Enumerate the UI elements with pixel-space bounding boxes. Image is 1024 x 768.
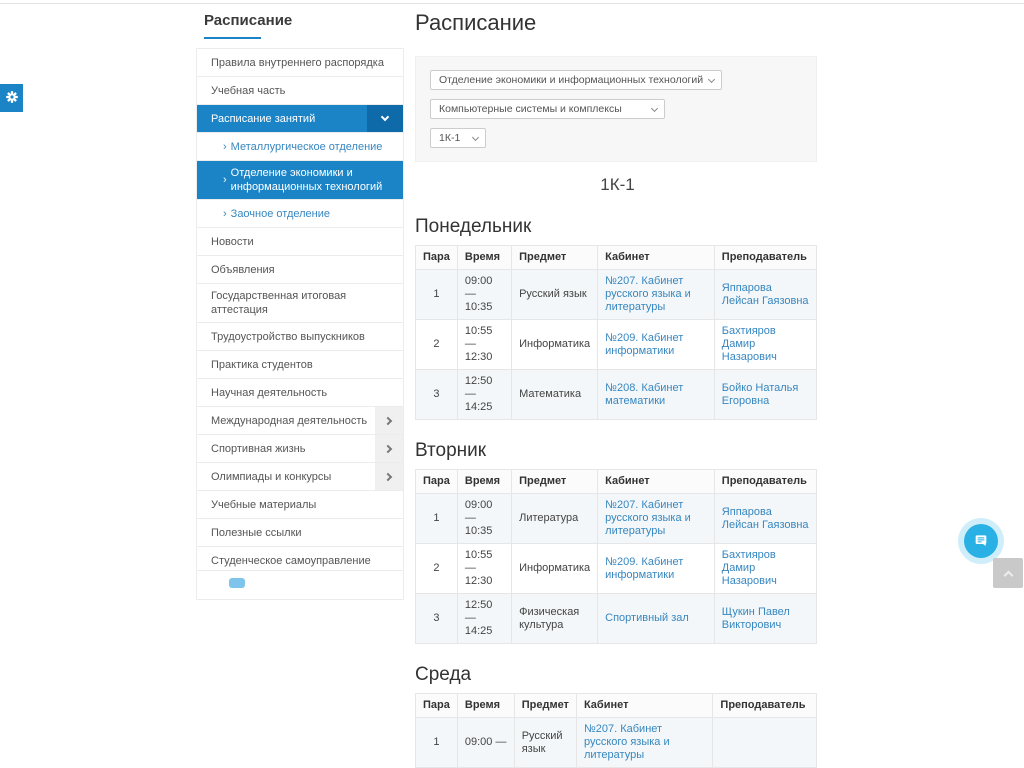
column-header: Время [457,470,511,494]
collapse-toggle[interactable] [367,105,403,132]
teacher-link[interactable]: Бойко Наталья Егоровна [721,381,799,407]
column-header: Кабинет [576,694,712,718]
cell-subject: Физическая культура [512,594,598,644]
schedule-table [415,693,817,768]
cell-time: 10:55 — 12:30 [457,544,511,594]
cell-para: 2 [416,320,458,370]
sidebar-item-label: Отделение экономики и информационных технологий [230,167,383,193]
sidebar-item[interactable] [197,407,403,435]
cell-para: 2 [416,544,458,594]
cell-para: 1 [416,718,458,768]
sidebar-item-label: Заочное отделение [230,207,330,220]
sidebar-item[interactable] [197,379,403,407]
cell-subject: Информатика [512,320,598,370]
cell-time: 12:50 — 14:25 [457,594,511,644]
sidebar-item-label: Трудоустройство выпускников [211,330,365,343]
chat-message-icon [973,532,989,551]
main-content [415,10,820,768]
schedule-row [416,320,817,370]
schedule-days [415,215,820,768]
chevron-down-icon [708,76,715,83]
sidebar-item[interactable] [197,284,403,323]
column-header: Предмет [514,694,576,718]
expand-arrow[interactable] [375,435,403,462]
sidebar-item[interactable] [197,256,403,284]
scroll-to-top-button[interactable] [993,558,1023,588]
schedule-row [416,544,817,594]
cell-teacher [714,270,816,320]
column-header: Пара [416,470,458,494]
teacher-link[interactable]: Яппарова Лейсан Гаязовна [721,281,809,307]
cell-time: 09:00 — [457,718,514,768]
sidebar-item-label: Новости [211,235,254,248]
settings-toggle-button[interactable] [0,84,23,112]
sidebar-title: Расписание [204,12,293,29]
column-header: Преподаватель [714,246,816,270]
cell-subject: Литература [512,494,598,544]
page-title: Расписание [415,10,537,35]
cell-teacher [714,544,816,594]
sidebar-item[interactable] [197,77,403,105]
schedule-table [415,245,817,420]
gear-icon [5,90,19,107]
chat-button-inner[interactable] [964,524,998,558]
department-select[interactable] [430,70,722,90]
schedule-row [416,494,817,544]
cell-room [598,370,715,420]
cell-room [598,594,715,644]
sidebar-item-label: Полезные ссылки [211,526,302,539]
chevron-right-icon [384,444,392,452]
schedule-row [416,370,817,420]
column-header: Кабинет [598,246,715,270]
column-header: Пара [416,694,458,718]
column-header: Время [457,246,511,270]
cell-subject: Информатика [512,544,598,594]
room-link[interactable]: №209. Кабинет информатики [605,555,684,581]
department-select-value: Отделение экономики и информационных технологий [439,74,704,86]
sidebar-item[interactable] [197,519,403,547]
column-header: Время [457,694,514,718]
sidebar-item-label: Государственная итоговая аттестация [211,290,347,316]
day-heading: Понедельник [415,216,532,237]
chevron-down-icon [472,134,479,141]
room-link[interactable]: №207. Кабинет русского языка и литературы [605,275,691,313]
sidebar-item[interactable] [197,228,403,256]
cell-subject: Русский язык [514,718,576,768]
column-header: Кабинет [598,470,715,494]
column-header: Пара [416,246,458,270]
day-heading: Среда [415,664,472,685]
cell-para: 1 [416,270,458,320]
cell-para: 3 [416,594,458,644]
cell-time: 09:00 — 10:35 [457,270,511,320]
cell-room [598,320,715,370]
schedule-row [416,718,817,768]
column-header: Предмет [512,246,598,270]
expand-arrow[interactable] [375,463,403,490]
sidebar-widget-partial [196,570,404,600]
cell-subject: Математика [512,370,598,420]
widget-logo-fragment [229,578,245,588]
cell-room [598,544,715,594]
sidebar-item-label: Олимпиады и конкурсы [211,470,332,483]
sidebar-item-label: Практика студентов [211,358,313,371]
teacher-link[interactable]: Бахтияров Дамир Назарович [721,549,777,587]
sidebar-item[interactable] [197,133,403,161]
chevron-up-icon [1003,570,1013,580]
schedule-filter-panel [415,56,817,162]
room-link[interactable]: №209. Кабинет информатики [605,331,684,357]
cell-teacher [714,494,816,544]
expand-arrow[interactable] [375,407,403,434]
cell-time: 10:55 — 12:30 [457,320,511,370]
teacher-link[interactable]: Бахтияров Дамир Назарович [721,325,777,363]
cell-teacher [714,320,816,370]
room-link[interactable]: Спортивный зал [605,612,689,624]
sidebar-item-label: Объявления [211,263,275,276]
sidebar-item[interactable] [197,105,403,133]
cell-room [576,718,712,768]
schedule-row [416,270,817,320]
chevron-right-icon [384,416,392,424]
submenu-arrow-icon: › [223,207,227,220]
sidebar-item-label: Спортивная жизнь [211,442,306,455]
cell-room [598,270,715,320]
specialty-select[interactable] [430,99,665,119]
sidebar-item[interactable] [197,463,403,491]
submenu-arrow-icon: › [223,140,227,153]
sidebar-item[interactable] [197,323,403,351]
sidebar-item-label: Студенческое самоуправление [211,554,371,567]
cell-subject: Русский язык [512,270,598,320]
sidebar [196,12,404,575]
cell-time: 12:50 — 14:25 [457,370,511,420]
group-select[interactable] [430,128,486,148]
group-select-value: 1К-1 [439,132,461,144]
schedule-row [416,594,817,644]
sidebar-item[interactable] [197,49,403,77]
specialty-select-value: Компьютерные системы и комплексы [439,103,622,115]
chevron-right-icon [384,472,392,480]
sidebar-item[interactable] [197,491,403,519]
sidebar-item-label: Международная деятельность [211,414,368,427]
teacher-link[interactable]: Яппарова Лейсан Гаязовна [721,505,809,531]
sidebar-item-label: Учебная часть [211,84,286,97]
room-link[interactable]: №207. Кабинет русского языка и литературы [583,723,670,761]
sidebar-item[interactable] [197,351,403,379]
chevron-down-icon [381,113,389,121]
cell-teacher [714,370,816,420]
sidebar-item-label: Учебные материалы [211,498,317,511]
sidebar-item-label: Правила внутреннего распорядка [211,56,384,69]
day-heading: Вторник [415,440,487,461]
room-link[interactable]: №208. Кабинет математики [605,381,684,407]
column-header: Предмет [512,470,598,494]
column-header: Преподаватель [713,694,817,718]
top-divider [0,3,1024,4]
schedule-table [415,469,817,644]
cell-teacher [713,718,817,768]
sidebar-item[interactable] [197,200,403,228]
submenu-arrow-icon: › [223,174,227,186]
sidebar-item[interactable] [197,161,403,200]
sidebar-item-label: Металлургическое отделение [230,140,383,153]
cell-teacher [714,594,816,644]
cell-room [598,494,715,544]
sidebar-item-label: Расписание занятий [211,112,316,125]
teacher-link[interactable]: Щукин Павел Викторович [721,605,790,631]
cell-time: 09:00 — 10:35 [457,494,511,544]
cell-para: 3 [416,370,458,420]
sidebar-item-label: Научная деятельность [211,386,328,399]
group-title: 1К-1 [600,175,635,194]
cell-para: 1 [416,494,458,544]
sidebar-menu [196,48,404,575]
column-header: Преподаватель [714,470,816,494]
sidebar-item[interactable] [197,435,403,463]
chevron-down-icon [651,105,658,112]
room-link[interactable]: №207. Кабинет русского языка и литературы [605,499,691,537]
sidebar-title-underline [204,37,261,39]
